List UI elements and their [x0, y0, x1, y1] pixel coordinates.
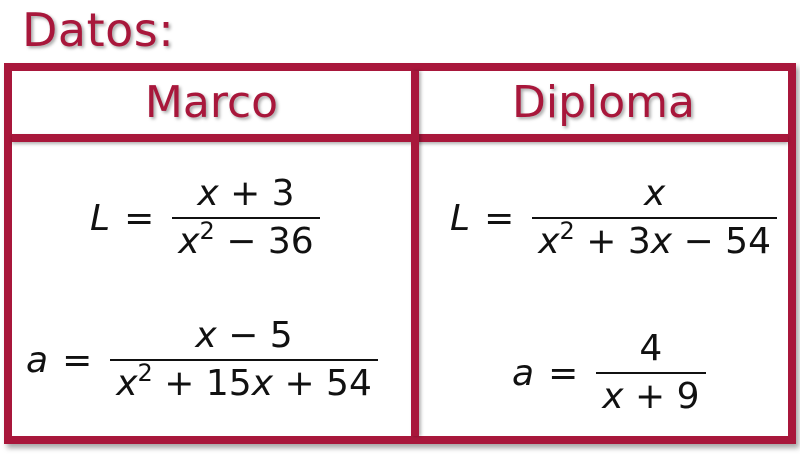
diploma-length-formula	[450, 171, 777, 265]
diploma-length-equals: =	[484, 197, 515, 239]
marco-width-lhs: a	[26, 339, 49, 381]
marco-length-denominator: $x^2 - 36$	[178, 217, 314, 262]
marco-width-numerator: x − 5	[195, 315, 293, 356]
marco-length-lhs: L	[90, 197, 111, 239]
marco-width-fraction	[110, 313, 378, 407]
diploma-length-numerator: x	[643, 173, 666, 214]
page-title: Datos:	[22, 3, 175, 57]
column-divider	[411, 71, 419, 436]
marco-width-equals: =	[62, 339, 93, 381]
marco-width-formula	[26, 313, 378, 407]
marco-length-equals: =	[124, 197, 155, 239]
marco-length-numerator: x + 3	[197, 173, 295, 214]
diploma-width-denominator: x + 9	[602, 376, 700, 417]
diploma-width-fraction	[596, 326, 705, 420]
diploma-width-equals: =	[548, 352, 579, 394]
marco-width-denominator: $x^2 + 15x + 54$	[116, 359, 372, 404]
column-header-marco: Marco	[144, 77, 279, 128]
diploma-length-lhs: L	[450, 197, 471, 239]
marco-length-fraction	[172, 171, 319, 265]
marco-length-formula	[90, 171, 320, 265]
diploma-width-numerator: 4	[639, 328, 663, 369]
data-table	[4, 63, 796, 444]
diploma-width-formula	[512, 326, 706, 420]
column-header-diploma: Diploma	[511, 77, 695, 128]
diploma-width-lhs: a	[512, 352, 535, 394]
header-divider	[12, 134, 788, 142]
diploma-length-fraction	[532, 171, 777, 265]
diploma-length-denominator: $x^2 + 3x - 54$	[538, 217, 771, 262]
